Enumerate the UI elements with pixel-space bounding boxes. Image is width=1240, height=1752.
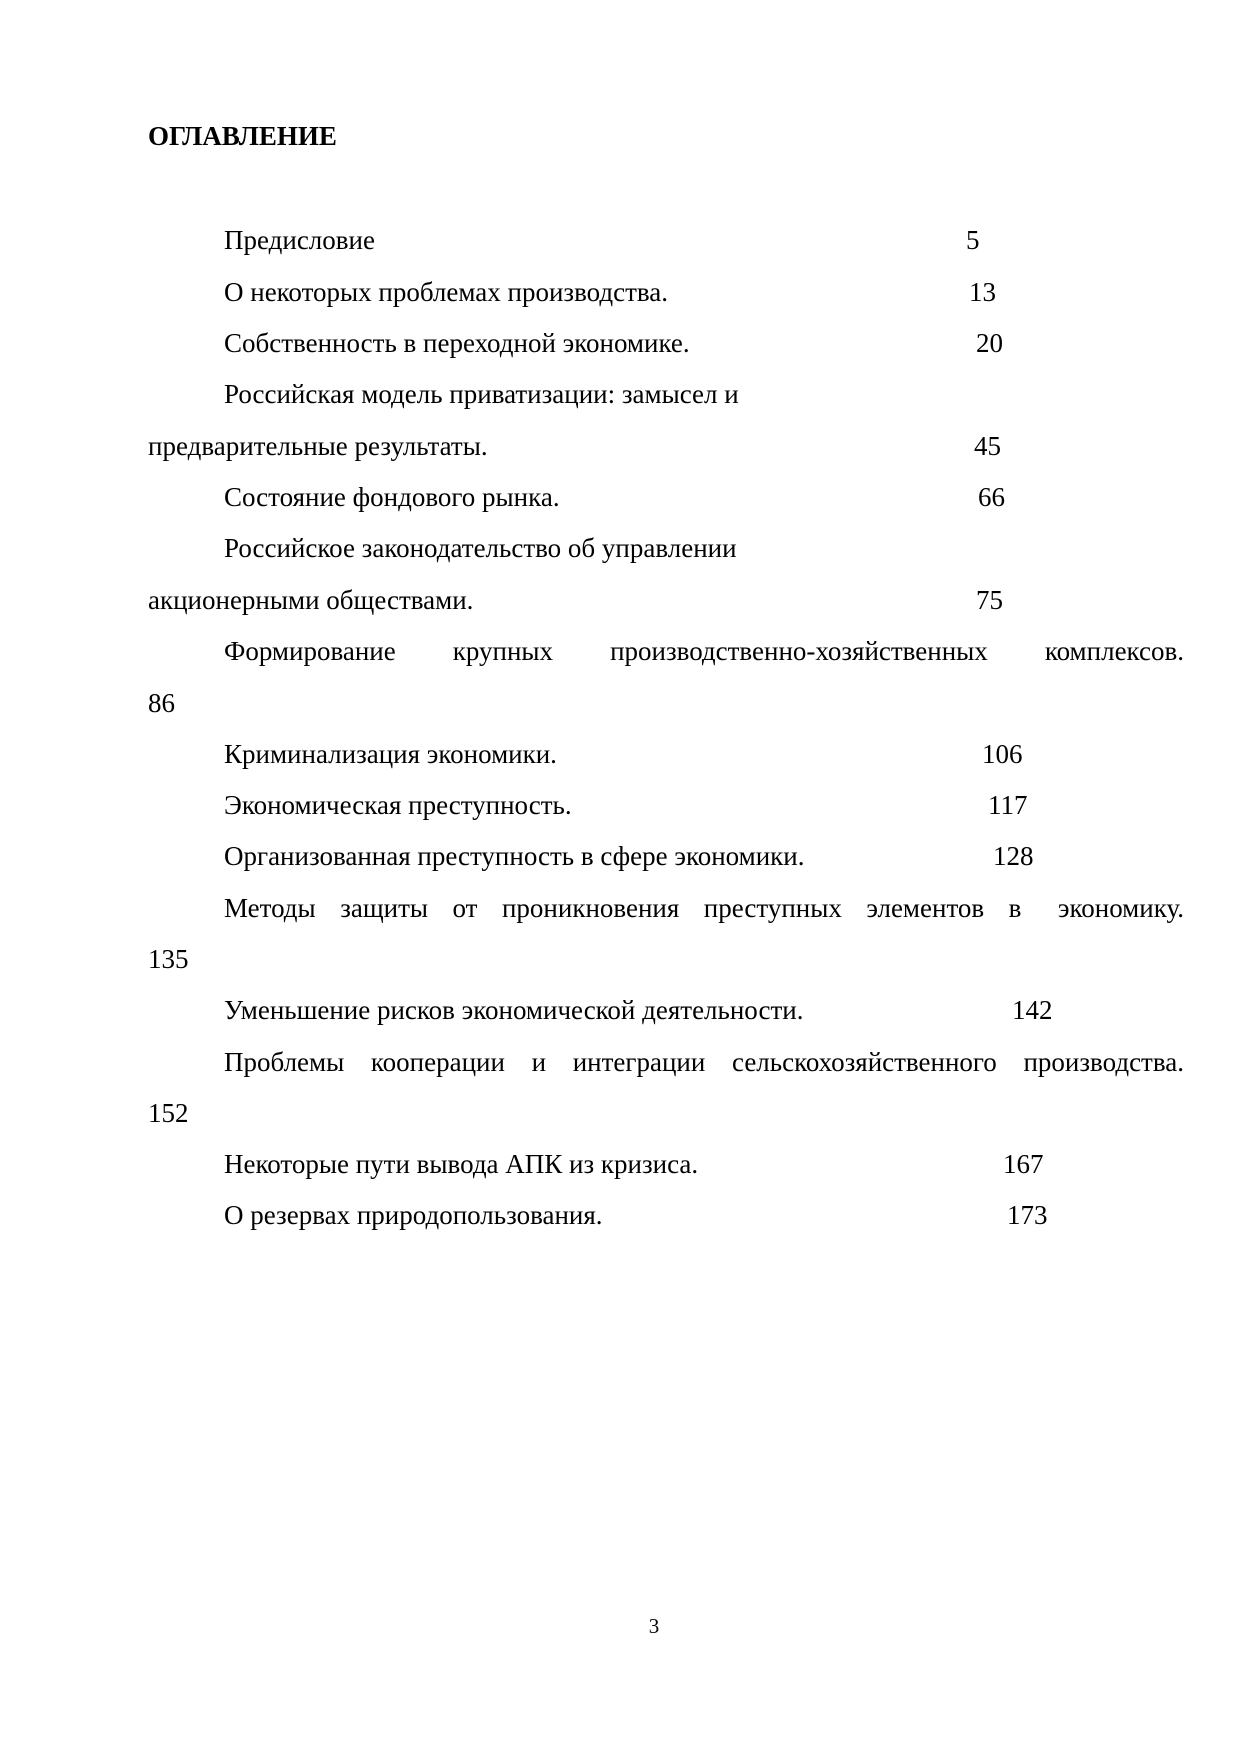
toc-word: Проблемы <box>224 1047 345 1077</box>
toc-entry-title: О некоторых проблемах производства. <box>224 277 669 307</box>
toc-entry-page: 66 <box>978 482 1005 512</box>
toc-entry-page: 106 <box>982 739 1023 769</box>
toc-word: экономику. <box>1057 893 1184 923</box>
toc-entry-title: О резервах природопользования. <box>224 1200 603 1230</box>
toc-word: крупных <box>452 636 554 666</box>
toc-word: защиты <box>340 893 429 923</box>
toc-word: Методы <box>224 893 316 923</box>
toc-word: производственно-хозяйственных <box>610 636 988 666</box>
toc-entry-title: Криминализация экономики. <box>224 739 557 769</box>
toc-entry-title: Состояние фондового рынка. <box>224 482 560 512</box>
toc-entry-page: 142 <box>1012 995 1053 1025</box>
toc-entry-title-line2: предварительные результаты. <box>148 431 488 461</box>
toc-word: комплексов. <box>1044 636 1184 666</box>
toc-entry-title-justified <box>224 890 1184 926</box>
toc-word: от <box>452 893 478 923</box>
toc-entry-page: 128 <box>993 841 1034 871</box>
toc-word: в <box>1008 893 1022 923</box>
toc-entry-page: 152 <box>148 1098 189 1128</box>
toc-entry-page: 86 <box>148 688 175 718</box>
toc-entry-title: Собственность в переходной экономике. <box>224 328 690 358</box>
toc-entry-page: 167 <box>1003 1149 1044 1179</box>
toc-entry-page: 75 <box>976 585 1003 615</box>
toc-entry-title: Некоторые пути вывода АПК из кризиса. <box>224 1149 699 1179</box>
toc-word: интеграции <box>572 1047 706 1077</box>
toc-entry-page: 5 <box>966 225 980 255</box>
toc-word: сельскохозяйственного <box>732 1047 997 1077</box>
toc-entry-title-line1: Российское законодательство об управлении <box>224 533 737 563</box>
toc-entry-page: 45 <box>974 431 1001 461</box>
toc-word: производства. <box>1023 1047 1184 1077</box>
toc-heading: ОГЛАВЛЕНИЕ <box>148 121 337 151</box>
toc-word: элементов <box>866 893 985 923</box>
toc-entry-page: 20 <box>976 328 1003 358</box>
toc-word: кооперации <box>370 1047 505 1077</box>
toc-word: и <box>531 1047 547 1077</box>
toc-entry-title: Предисловие <box>224 225 375 255</box>
toc-word: проникновения <box>501 893 680 923</box>
toc-entry-title: Уменьшение рисков экономической деятельности. <box>224 995 804 1025</box>
toc-entry-title-justified <box>224 1044 1184 1080</box>
toc-entry-title: Организованная преступность в сфере экономики. <box>224 841 805 871</box>
toc-entry-title-line1: Российская модель приватизации: замысел и <box>224 379 739 409</box>
toc-entry-title: Экономическая преступность. <box>224 790 572 820</box>
toc-entry-title-justified <box>224 633 1184 669</box>
toc-entry-page: 173 <box>1007 1200 1048 1230</box>
toc-entry-page: 13 <box>969 277 996 307</box>
toc-word: преступных <box>703 893 842 923</box>
toc-entry-page: 117 <box>988 790 1028 820</box>
toc-word: Формирование <box>224 636 396 666</box>
toc-entry-title-line2: акционерными обществами. <box>148 585 474 615</box>
page-number: 3 <box>648 1614 660 1638</box>
toc-entry-page: 135 <box>148 944 189 974</box>
